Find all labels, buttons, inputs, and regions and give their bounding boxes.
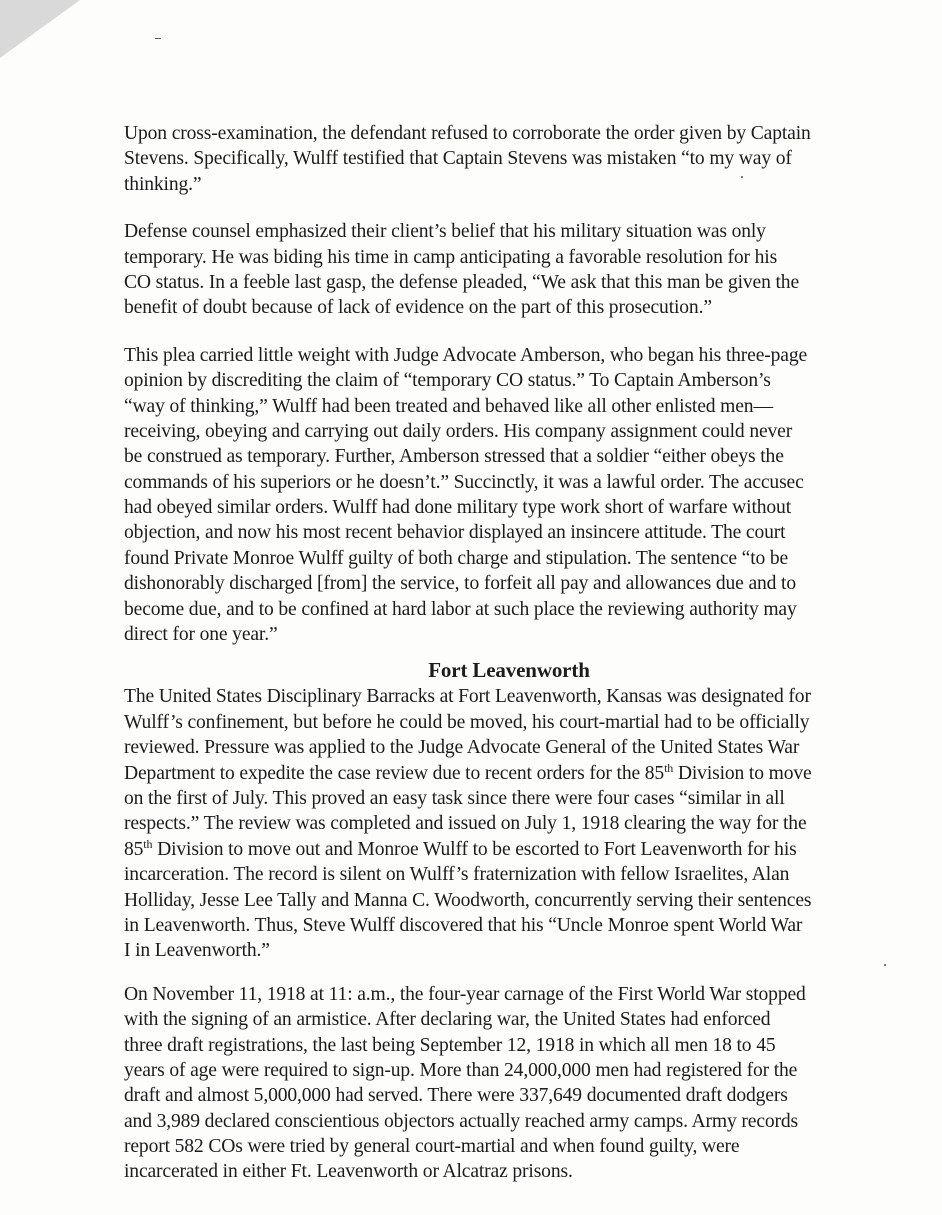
text-line: on the first of July. This proved an easy task since there were four cases “similar in all [124,787,785,809]
text-line: with the signing of an armistice. After declaring war, the United States had enforced [124,1009,771,1031]
text-line: found Private Monroe Wulff guilty of both charge and stipulation. The sentence “to be [124,547,789,569]
text-line: Stevens. Specifically, Wulff testified that Captain Stevens was mistaken “to my way of [124,148,792,170]
text-line: The United States Disciplinary Barracks at Fort Leavenworth, Kansas was designated for [124,686,811,708]
page-corner-fold [0,0,80,58]
text-line: report 582 COs were tried by general court-martial and when found guilty, were [124,1136,740,1158]
text-run: Division to move [673,762,812,784]
text-line: temporary. He was biding his time in camp anticipating a favorable resolution for his [124,246,778,268]
text-line: objection, and now his most recent behavior displayed an insincere attitude. The court [124,522,786,544]
text-line [124,761,914,786]
text-line: respects.” The review was completed and issued on July 1, 1918 clearing the way for the [124,813,807,835]
text-line: in Leavenworth. Thus, Steve Wulff discovered that his “Uncle Monroe spent World War [124,914,803,936]
text-line: Upon cross-examination, the defendant refused to corroborate the order given by Captain [124,123,811,144]
document-body [124,121,914,1185]
paragraph-fort-leavenworth [124,684,914,963]
text-line: draft and almost 5,000,000 had served. There were 337,649 documented draft dodgers [124,1085,788,1107]
text-run: Department to expedite the case review due to recent orders for the 85 [124,762,665,784]
text-line: dishonorably discharged [from] the service, to forfeit all pay and allowances due and to [124,573,796,595]
text-line: incarcerated in either Ft. Leavenworth or Alcatraz prisons. [124,1161,573,1183]
text-line: thinking.” [124,173,202,195]
text-line: had obeyed similar orders. Wulff had done military type work short of warfare without [124,497,791,519]
text-line: three draft registrations, the last being September 12, 1918 in which all men 18 to 45 [124,1034,776,1056]
section-heading: Fort Leavenworth [428,658,590,683]
text-line: benefit of doubt because of lack of evidence on the part of this prosecution.” [124,297,712,319]
text-line: Holliday, Jesse Lee Tally and Manna C. Woodworth, concurrently serving their sentences [124,889,812,911]
text-line [124,837,914,862]
paragraph-armistice [124,982,914,1185]
paragraph-cross-examination [124,121,914,197]
scan-speck [155,38,161,39]
paragraph-defense-counsel [124,219,914,321]
text-line: commands of his superiors or he doesn’t.” Succinctly, it was a lawful order. The accusec [124,471,804,493]
text-line: become due, and to be confined at hard labor at such place the reviewing authority may [124,598,797,620]
text-run: 85 [124,838,144,860]
text-line: Wulff’s confinement, but before he could be moved, his court-martial had to be officially [124,711,810,733]
text-line: I in Leavenworth.” [124,940,270,962]
paragraph-judge-opinion [124,343,914,648]
text-line: “way of thinking,” Wulff had been treated and behaved like all other enlisted men— [124,395,773,417]
text-line: On November 11, 1918 at 11: a.m., the four-year carnage of the First World War stopped [124,983,806,1005]
text-line: receiving, obeying and carrying out daily orders. His company assignment could never [124,420,793,442]
ordinal-suffix: th [143,836,153,851]
text-line: incarceration. The record is silent on Wulff’s fraternization with fellow Israelites, Alan [124,864,790,886]
text-run: Division to move out and Monroe Wulff to be escorted to Fort Leavenworth for his [152,838,797,860]
text-line: and 3,989 declared conscientious objectors actually reached army camps. Army records [124,1110,799,1132]
text-line: Defense counsel emphasized their client’s belief that his military situation was only [124,221,766,243]
text-line: This plea carried little weight with Judge Advocate Amberson, who began his three-page [124,344,808,366]
text-line: reviewed. Pressure was applied to the Judge Advocate General of the United States War [124,737,800,759]
text-line: be construed as temporary. Further, Amberson stressed that a soldier “either obeys the [124,446,784,468]
text-line: opinion by discrediting the claim of “temporary CO status.” To Captain Amberson’s [124,370,771,392]
text-line: CO status. In a feeble last gasp, the defense pleaded, “We ask that this man be given the [124,271,799,293]
text-line: years of age were required to sign-up. More than 24,000,000 men had registered for the [124,1059,798,1081]
ordinal-suffix: th [664,760,674,775]
text-line: direct for one year.” [124,624,278,646]
